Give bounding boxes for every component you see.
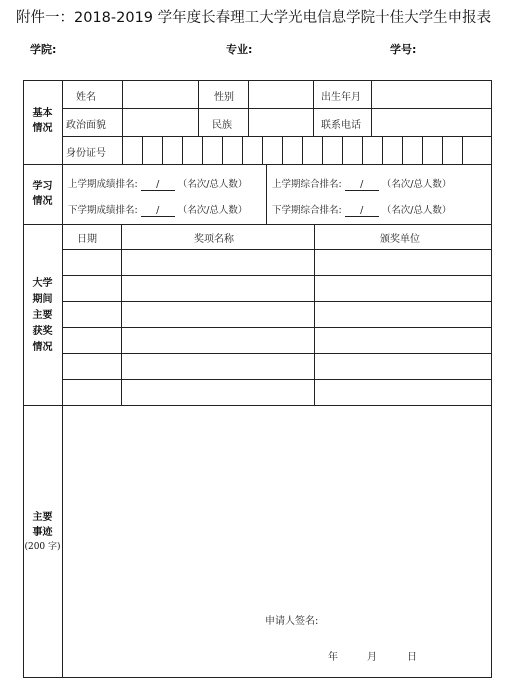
section-label-awards — [23, 276, 62, 356]
awards-col-divider — [121, 224, 122, 405]
rank-unit: （名次/总人数） — [177, 179, 248, 190]
awards-col-name: 奖项名称 — [194, 234, 234, 245]
table-right-border — [491, 80, 492, 678]
page-title: 附件一：2018-2019 学年度长春理工大学光电信息学院十佳大学生申报表 — [16, 10, 492, 26]
next-grade-rank-blank[interactable]: / — [141, 205, 175, 217]
id-cell-divider — [202, 136, 203, 164]
section-divider — [23, 164, 492, 165]
basic-col-divider — [198, 80, 199, 136]
phone-label: 联系电话 — [321, 120, 361, 131]
major-label: 专业: — [226, 43, 253, 56]
political-status-label: 政治面貌 — [66, 120, 106, 131]
section-label-deeds-text: 主要事迹 — [32, 512, 53, 538]
section-label-study — [23, 179, 62, 209]
awards-row-divider — [62, 327, 491, 328]
id-cell-divider — [222, 136, 223, 164]
id-cell-divider — [342, 136, 343, 164]
awards-col-org: 颁奖单位 — [380, 234, 420, 245]
ethnicity-label: 民族 — [212, 120, 232, 131]
basic-row-divider — [62, 136, 491, 137]
deeds-word-limit: (200 字) — [24, 542, 61, 552]
section-label-basic-text: 基本情况 — [32, 108, 53, 134]
awards-header-divider — [62, 249, 491, 250]
study-col-divider — [266, 164, 267, 224]
next-total-rank-label: 下学期综合排名: — [272, 205, 342, 216]
next-grade-rank — [68, 202, 247, 217]
prev-grade-rank-label: 上学期成绩排名: — [68, 179, 138, 190]
prev-total-rank — [272, 176, 451, 191]
table-bottom-border — [23, 677, 492, 678]
awards-row-divider — [62, 301, 491, 302]
section-label-deeds — [23, 510, 62, 554]
applicant-signature-label: 申请人签名: — [265, 616, 319, 627]
prev-grade-rank — [68, 176, 247, 191]
id-cell-divider — [382, 136, 383, 164]
basic-row-divider — [62, 108, 491, 109]
next-grade-rank-label: 下学期成绩排名: — [68, 205, 138, 216]
id-cell-divider — [402, 136, 403, 164]
id-cell-divider — [462, 136, 463, 164]
awards-col-date: 日期 — [77, 234, 97, 245]
section-label-study-text: 学习情况 — [32, 181, 53, 207]
rank-unit: （名次/总人数） — [381, 179, 452, 190]
date-year-label: 年 — [328, 652, 338, 663]
awards-row-divider — [62, 379, 491, 380]
gender-label: 性别 — [214, 92, 234, 103]
date-day-label: 日 — [407, 652, 417, 663]
table-left-border — [23, 80, 24, 677]
next-total-rank-blank[interactable]: / — [345, 205, 379, 217]
table-top-border — [23, 80, 492, 81]
id-cell-divider — [422, 136, 423, 164]
id-cell-divider — [362, 136, 363, 164]
basic-col-divider — [122, 80, 123, 164]
prev-total-rank-label: 上学期综合排名: — [272, 179, 342, 190]
id-cell-divider — [442, 136, 443, 164]
birth-label: 出生年月 — [321, 92, 361, 103]
id-cell-divider — [142, 136, 143, 164]
college-label: 学院: — [30, 43, 57, 56]
prev-grade-rank-blank[interactable]: / — [141, 179, 175, 191]
id-number-label: 身份证号 — [66, 148, 106, 159]
name-label: 姓名 — [76, 92, 96, 103]
basic-col-divider — [371, 80, 372, 136]
id-cell-divider — [262, 136, 263, 164]
prev-total-rank-blank[interactable]: / — [345, 179, 379, 191]
section-label-awards-text: 大学期间主要获奖情况 — [32, 278, 53, 353]
awards-row-divider — [62, 353, 491, 354]
section-divider — [23, 405, 492, 406]
rank-unit: （名次/总人数） — [177, 205, 248, 216]
section-divider — [23, 224, 492, 225]
basic-col-divider — [248, 80, 249, 136]
student-id-label: 学号: — [390, 43, 417, 56]
awards-row-divider — [62, 275, 491, 276]
section-label-basic — [23, 106, 62, 136]
id-cell-divider — [162, 136, 163, 164]
id-cell-divider — [182, 136, 183, 164]
awards-col-divider — [314, 224, 315, 405]
id-cell-divider — [322, 136, 323, 164]
basic-col-divider — [313, 80, 314, 136]
id-cell-divider — [242, 136, 243, 164]
id-cell-divider — [282, 136, 283, 164]
date-month-label: 月 — [367, 652, 377, 663]
id-cell-divider — [302, 136, 303, 164]
rank-unit: （名次/总人数） — [381, 205, 452, 216]
next-total-rank — [272, 202, 451, 217]
